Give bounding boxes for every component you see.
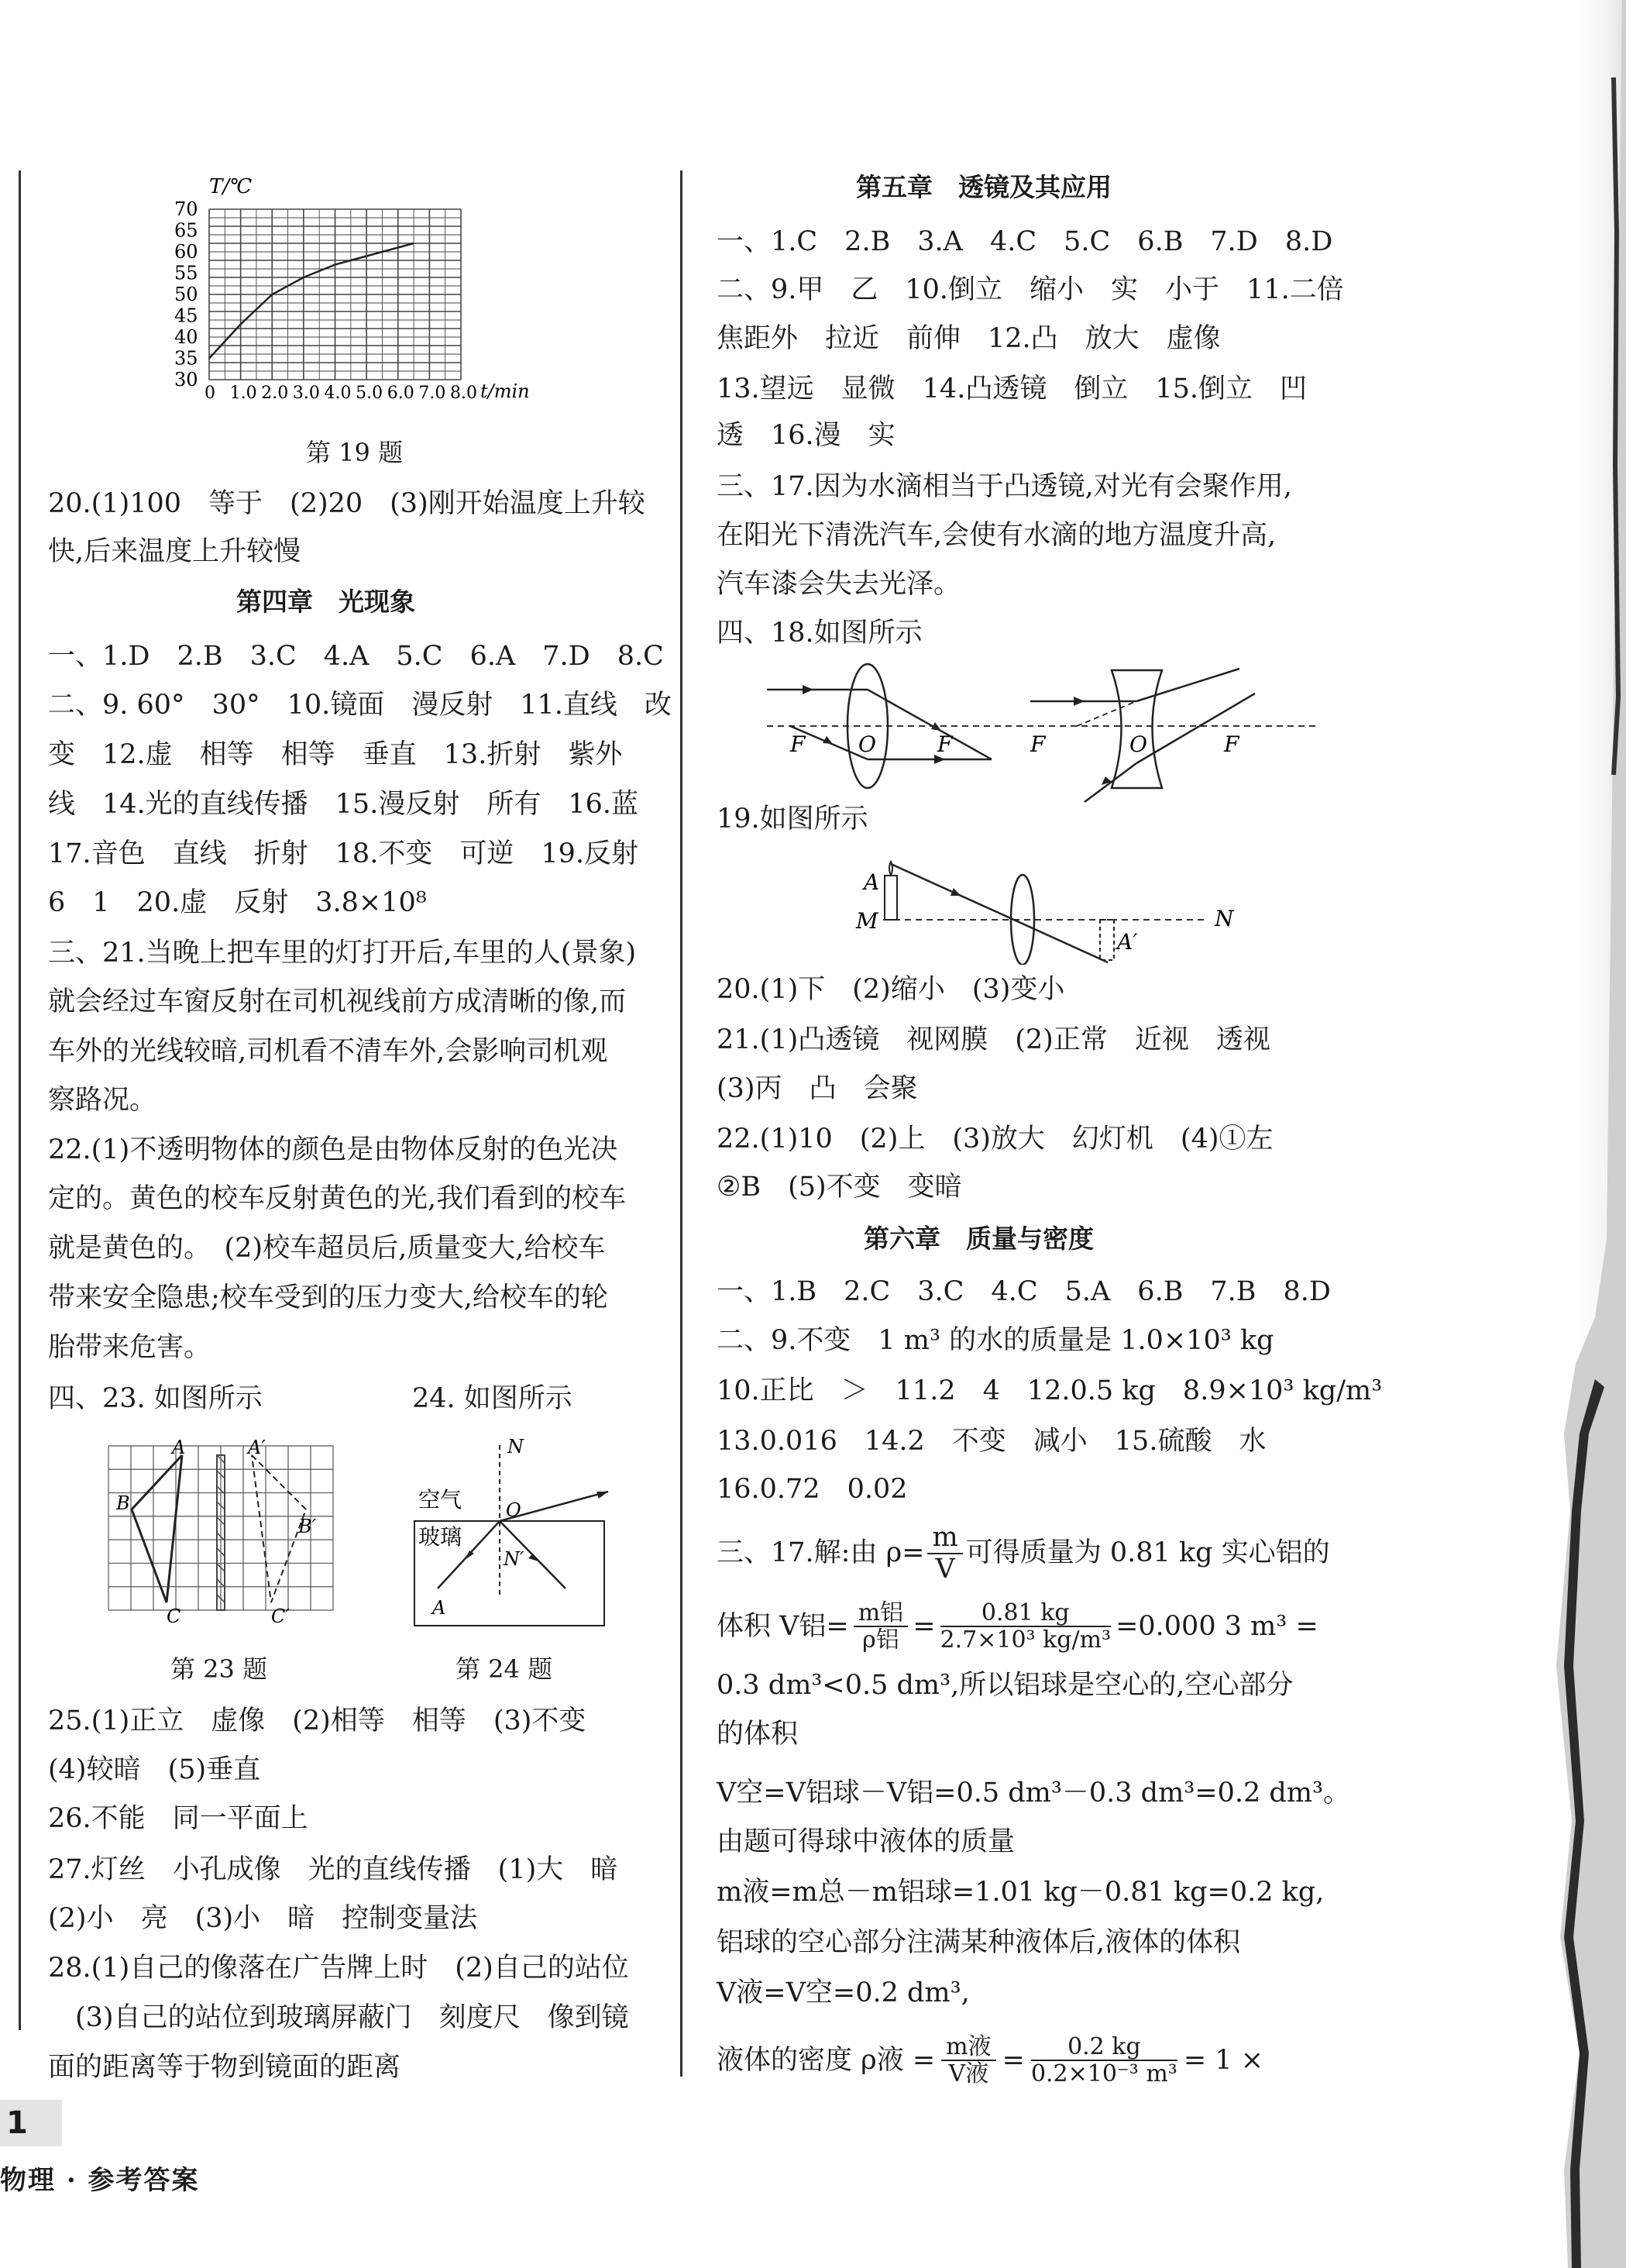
ch6-line-7-pre: 体积 V铝= (717, 1610, 849, 1642)
ch5-line-15: ②B (5)不变 变暗 (717, 1172, 962, 1203)
v-al-num2: 0.81 kg (940, 1600, 1112, 1627)
fig24-label-A: A (432, 1597, 446, 1619)
graph-19-xtick: 4.0 (324, 384, 352, 403)
ch6-line-6-pre: 三、17.解:由 ρ= (717, 1537, 925, 1568)
ans-20-line1: 20.(1)100 等于 (2)20 (3)刚开始温度上升较 (48, 488, 645, 519)
ch5-line-5: 透 16.漫 实 (717, 420, 896, 451)
caption-23: 第 23 题 (170, 1654, 268, 1684)
footer-text: 物理 · 参考答案 (0, 2165, 200, 2196)
ch4-line-1: 一、1.D 2.B 3.C 4.A 5.C 6.A 7.D 8.C (48, 641, 664, 672)
ch6-line-14: V液=V空=0.2 dm³, (717, 1977, 970, 2008)
fig19-label-M: M (856, 908, 878, 934)
graph-19-xtick: 7.0 (418, 384, 446, 403)
chapter-6-title: 第六章 质量与密度 (864, 1223, 1094, 1254)
graph-19 (155, 174, 697, 407)
ch4-line-8: 就会经过车窗反射在司机视线前方成清晰的像,而 (48, 986, 627, 1017)
ch5-line-1: 一、1.C 2.B 3.A 4.C 5.C 6.B 7.D 8.D (717, 226, 1333, 257)
fig23-label-B-prime: B′ (298, 1516, 317, 1537)
graph-19-xtick: 5.0 (356, 384, 383, 403)
rho-liq-num2: 0.2 kg (1031, 2034, 1177, 2061)
graph-19-xtick: 0 (205, 384, 215, 403)
ch5-line-14: 22.(1)10 (2)上 (3)放大 幻灯机 (4)①左 (717, 1124, 1274, 1155)
ch4-line-17: 25.(1)正立 虚像 (2)相等 相等 (3)不变 (48, 1705, 586, 1736)
graph-19-ytick: 35 (174, 347, 198, 370)
graph-19-xlabel: t/min (480, 380, 530, 402)
rho-num: m (927, 1523, 962, 1554)
ch6-line-6 (717, 1523, 1330, 1584)
ch4-line-19: 26.不能 同一平面上 (48, 1803, 308, 1834)
fig19-label-A: A (864, 869, 880, 895)
fig24-label-N: N (507, 1436, 524, 1458)
ch4-line-5: 17.音色 直线 折射 18.不变 可逆 19.反射 (48, 838, 638, 869)
ch5-line-6: 三、17.因为水滴相当于凸透镜,对光有会聚作用, (717, 471, 1292, 502)
page-number-fragment: 1 (0, 2100, 62, 2146)
ch6-line-9: 的体积 (717, 1719, 799, 1750)
graph-19-ytick: 55 (174, 262, 198, 284)
ch6-line-15-pre: 液体的密度 ρ液 = (717, 2044, 936, 2076)
ch4-line-15: 胎带来危害。 (48, 1332, 211, 1363)
graph-19-xtick: 2.0 (261, 384, 289, 403)
graph-19-xtick: 6.0 (387, 384, 414, 403)
ch4-line-9: 车外的光线较暗,司机看不清车外,会影响司机观 (48, 1036, 608, 1067)
v-al-num1: m铝 (854, 1600, 908, 1627)
ch6-line-6-post: 可得质量为 0.81 kg 实心铝的 (965, 1537, 1330, 1568)
ch5-line-8: 汽车漆会失去光泽。 (717, 569, 961, 600)
fig18-label-O2: O (1129, 731, 1147, 757)
graph-19-ytick: 70 (174, 198, 198, 220)
ch4-line-4: 线 14.光的直线传播 15.漫反射 所有 16.蓝 (48, 789, 638, 820)
torn-paper-edge (1533, 0, 1626, 2268)
ch6-line-4: 13.0.016 14.2 不变 减小 15.硫酸 水 (717, 1426, 1267, 1457)
ch6-line-5: 16.0.72 0.02 (717, 1474, 908, 1505)
ch4-line-2: 二、9. 60° 30° 10.镜面 漫反射 11.直线 改 (48, 690, 672, 721)
ch4-line-22: 28.(1)自己的像落在广告牌上时 (2)自己的站位 (48, 1953, 629, 1984)
graph-19-ytick: 60 (174, 241, 198, 263)
graph-19-ytick: 40 (174, 326, 198, 348)
figure-24 (403, 1430, 635, 1631)
ch4-line-6: 6 1 20.虚 反射 3.8×10⁸ (48, 887, 427, 918)
fig19-label-A-prime: A′ (1117, 929, 1138, 955)
ch4-line-18: (4)较暗 (5)垂直 (48, 1754, 261, 1785)
v-al-den2: 2.7×10³ kg/m³ (940, 1626, 1112, 1654)
ch5-line-10: 19.如图所示 (717, 804, 868, 835)
ch6-line-7-eq: = (913, 1610, 936, 1642)
ans-20-line2: 快,后来温度上升较慢 (48, 536, 301, 567)
caption-19: 第 19 题 (306, 438, 404, 467)
fig18-label-O1: O (858, 731, 876, 757)
ch6-line-1: 一、1.B 2.C 3.C 4.C 5.A 6.B 7.B 8.D (717, 1276, 1331, 1307)
ch5-line-9: 四、18.如图所示 (717, 618, 923, 649)
fig18-label-F2: F (937, 731, 953, 757)
graph-19-ytick: 50 (174, 284, 198, 305)
ch4-line-3: 变 12.虚 相等 相等 垂直 13.折射 紫外 (48, 739, 623, 770)
ch4-line-12: 定的。黄色的校车反射黄色的光,我们看到的校车 (48, 1183, 627, 1214)
figure-23 (101, 1432, 349, 1626)
fig24-label-O: O (506, 1499, 521, 1521)
fig23-label-A: A (172, 1437, 186, 1458)
rho-liq-den1: V液 (948, 2060, 989, 2087)
ch6-line-8: 0.3 dm³<0.5 dm³,所以铝球是空心的,空心部分 (717, 1670, 1294, 1701)
ch6-line-15-post: = 1 × (1183, 2044, 1264, 2076)
rho-formula (927, 1523, 962, 1584)
ch4-line-16b: 24. 如图所示 (412, 1383, 572, 1414)
rho-liq-frac1 (941, 2034, 995, 2087)
graph-19-xtick: 3.0 (292, 384, 320, 403)
ch5-line-12: 21.(1)凸透镜 视网膜 (2)正常 近视 透视 (717, 1024, 1270, 1055)
rho-liq-den2: 0.2×10⁻³ m³ (1030, 2060, 1177, 2087)
fig18-label-F1: F (790, 731, 806, 757)
graph-19-xtick: 8.0 (450, 384, 477, 403)
fig18-label-F4: F (1224, 731, 1239, 757)
ch4-line-11: 22.(1)不透明物体的颜色是由物体反射的色光决 (48, 1134, 618, 1165)
graph-19-ytick: 45 (174, 305, 198, 327)
ch5-line-2: 二、9.甲 乙 10.倒立 缩小 实 小于 11.二倍 (717, 274, 1344, 305)
ch4-line-10: 察路况。 (48, 1085, 157, 1116)
fig19-label-N: N (1215, 906, 1234, 931)
v-al-den1: ρ铝 (862, 1626, 899, 1654)
graph-19-ytick: 30 (174, 369, 198, 391)
ch6-line-11: 由题可得球中液体的质量 (717, 1826, 1016, 1857)
v-al-frac1 (854, 1600, 908, 1653)
graph-19-ylabel: T/℃ (209, 175, 253, 198)
graph-19-xtick: 1.0 (229, 384, 257, 403)
ch6-line-2: 二、9.不变 1 m³ 的水的质量是 1.0×10³ kg (717, 1325, 1274, 1356)
fig23-label-A-prime: A′ (248, 1437, 266, 1458)
fig24-label-N-prime: N′ (504, 1548, 524, 1570)
ch4-line-24: 面的距离等于物到镜面的距离 (48, 2052, 401, 2083)
fig23-label-C-prime: C′ (271, 1605, 290, 1626)
chapter-4-title: 第四章 光现象 (236, 587, 415, 617)
rho-den: V (935, 1553, 955, 1585)
fig23-label-B: B (116, 1492, 130, 1514)
ch4-line-20: 27.灯丝 小孔成像 光的直线传播 (1)大 暗 (48, 1854, 618, 1885)
ch5-line-11: 20.(1)下 (2)缩小 (3)变小 (717, 974, 1065, 1005)
v-al-frac2 (940, 1600, 1112, 1653)
figure-18 (759, 655, 1332, 817)
ch6-line-7-post: =0.000 3 m³ = (1116, 1610, 1318, 1642)
ch4-line-7: 三、21.当晚上把车里的灯打开后,车里的人(景象) (48, 938, 637, 969)
ch6-line-13: 铝球的空心部分注满某种液体后,液体的体积 (717, 1927, 1241, 1958)
ch6-line-3: 10.正比 ＞ 11.2 4 12.0.5 kg 8.9×10³ kg/m³ (717, 1375, 1383, 1406)
figure-19-lens (837, 829, 1239, 965)
graph-19-ytick: 65 (174, 219, 198, 242)
ch6-line-15 (717, 2034, 1263, 2087)
ch6-line-7 (717, 1600, 1318, 1653)
fig24-label-air: 空气 (418, 1487, 462, 1513)
ch6-line-15-eq: = (1002, 2044, 1025, 2076)
ch4-line-14: 带来安全隐患;校车受到的压力变大,给校车的轮 (48, 1282, 608, 1313)
ch5-line-13: (3)丙 凸 会聚 (717, 1073, 918, 1104)
ch6-line-12: m液=m总－m铝球=1.01 kg－0.81 kg=0.2 kg, (717, 1877, 1325, 1908)
left-margin-rule (19, 170, 21, 2030)
column-divider (680, 170, 682, 2077)
ch4-line-13: 就是黄色的。 (2)校车超员后,质量变大,给校车 (48, 1233, 606, 1264)
fig23-label-C: C (167, 1605, 181, 1626)
ch4-line-23: (3)自己的站位到玻璃屏蔽门 刻度尺 像到镜 (48, 2002, 629, 2033)
fig24-label-glass: 玻璃 (418, 1524, 462, 1550)
ch4-line-21: (2)小 亮 (3)小 暗 控制变量法 (48, 1903, 478, 1934)
ch5-line-4: 13.望远 显微 14.凸透镜 倒立 15.倒立 凹 (717, 373, 1307, 404)
ch4-line-16a: 四、23. 如图所示 (48, 1383, 263, 1414)
rho-liq-frac2 (1031, 2034, 1177, 2087)
fig18-label-F3: F (1030, 731, 1046, 757)
ch5-line-3: 焦距外 拉近 前伸 12.凸 放大 虚像 (717, 323, 1221, 354)
ch6-line-10: V空=V铝球－V铝=0.5 dm³－0.3 dm³=0.2 dm³。 (717, 1778, 1351, 1809)
rho-liq-num1: m液 (941, 2034, 995, 2061)
caption-24: 第 24 题 (455, 1654, 553, 1684)
chapter-5-title: 第五章 透镜及其应用 (856, 172, 1112, 202)
ch5-line-7: 在阳光下清洗汽车,会使有水滴的地方温度升高, (717, 520, 1277, 551)
